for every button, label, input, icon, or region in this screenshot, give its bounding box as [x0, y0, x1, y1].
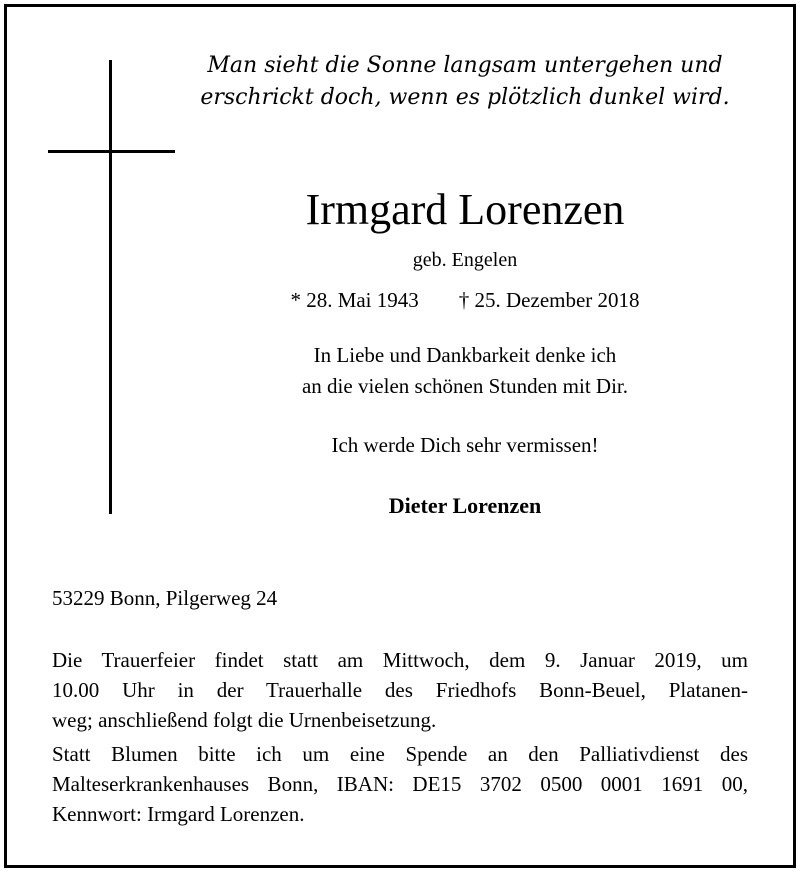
funeral-line-3: weg; anschließend folgt die Urnenbeisetzung. [52, 708, 437, 732]
dedication [200, 340, 730, 402]
donation-line-3: Kennwort: Irmgard Lorenzen. [52, 802, 305, 826]
cross-horizontal-bar [48, 150, 175, 153]
address: 53229 Bonn, Pilgerweg 24 [52, 586, 278, 610]
maiden-name: geb. Engelen [412, 249, 518, 271]
dedication-line-2: an die vielen schönen Stunden mit Dir. [301, 374, 629, 398]
donation-line-2: Malteserkrankenhauses Bonn, IBAN: DE15 3702 0500 0001 1691 00, [52, 772, 748, 796]
signer-name: Dieter Lorenzen [388, 493, 542, 518]
farewell-line: Ich werde Dich sehr vermissen! [331, 433, 599, 457]
birth-date: * 28. Mai 1943 [290, 288, 419, 312]
death-date: † 25. Dezember 2018 [458, 288, 640, 312]
dedication-line-1: In Liebe und Dankbarkeit denke ich [313, 343, 617, 367]
donation-info [52, 739, 748, 829]
motto-line-2: erschrickt doch, wenn es plötzlich dunkel wird. [200, 85, 730, 110]
funeral-line-1: Die Trauerfeier findet statt am Mittwoch, dem 9. Januar 2019, um [52, 648, 748, 672]
deceased-name: Irmgard Lorenzen [305, 185, 625, 234]
funeral-info [52, 645, 748, 735]
funeral-line-2: 10.00 Uhr in der Trauerhalle des Friedhofs Bonn-Beuel, Platanen- [52, 678, 748, 702]
donation-line-1: Statt Blumen bitte ich um eine Spende an den Palliativdienst des [52, 742, 748, 766]
life-dates [200, 285, 730, 315]
motto [200, 50, 730, 114]
cross-vertical-bar [109, 60, 112, 514]
motto-line-1: Man sieht die Sonne langsam untergehen und [207, 53, 723, 78]
